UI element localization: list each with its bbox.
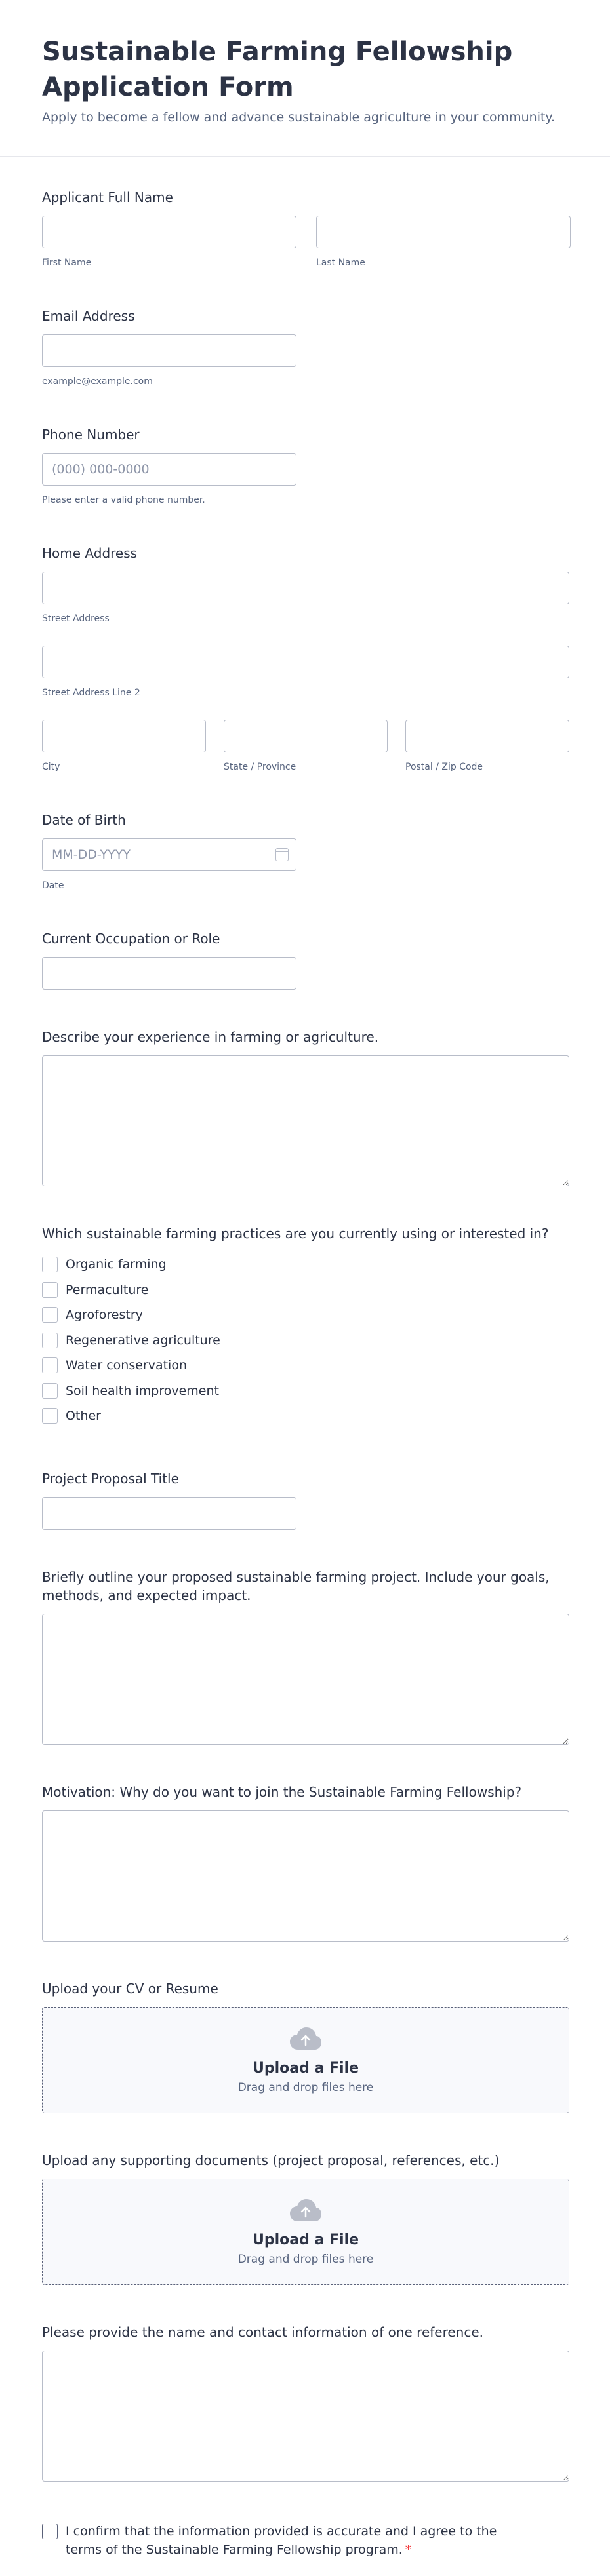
cv-upload-title: Upload a File xyxy=(252,2059,359,2077)
email-sublabel: example@example.com xyxy=(42,376,153,387)
form-content xyxy=(0,157,610,2559)
docs-upload-dropzone[interactable] xyxy=(42,2179,569,2285)
checkbox[interactable] xyxy=(42,1307,58,1323)
reference-field xyxy=(42,2323,568,2482)
proposal-outline-label: Briefly outline your proposed sustainable farming project. Include your goals, methods, and expected impact. xyxy=(42,1569,550,1603)
first-name-sublabel: First Name xyxy=(42,258,92,268)
cloud-upload-icon xyxy=(289,2198,323,2224)
phone-field xyxy=(42,425,568,506)
first-name-input[interactable] xyxy=(42,216,296,248)
practice-option-regenerative[interactable] xyxy=(42,1328,568,1354)
full-name-label: Applicant Full Name xyxy=(42,189,173,205)
practice-option-agroforestry[interactable] xyxy=(42,1302,568,1328)
cv-upload-field xyxy=(42,1980,568,2113)
email-label: Email Address xyxy=(42,308,135,324)
docs-upload-title: Upload a File xyxy=(252,2231,359,2248)
checkbox-label: Other xyxy=(66,1409,101,1424)
motivation-textarea[interactable] xyxy=(42,1810,569,1942)
zip-input[interactable] xyxy=(405,720,569,752)
calendar-icon[interactable] xyxy=(275,848,289,861)
zip-sublabel: Postal / Zip Code xyxy=(405,762,483,772)
phone-label: Phone Number xyxy=(42,427,140,442)
dob-input[interactable] xyxy=(42,838,296,871)
street-address-input[interactable] xyxy=(42,572,569,604)
proposal-title-input[interactable] xyxy=(42,1497,296,1530)
checkbox-label: Soil health improvement xyxy=(66,1383,219,1398)
state-input[interactable] xyxy=(224,720,388,752)
reference-textarea[interactable] xyxy=(42,2351,569,2482)
checkbox[interactable] xyxy=(42,1408,58,1424)
form-header xyxy=(0,0,610,157)
docs-upload-field xyxy=(42,2151,568,2285)
dob-sublabel: Date xyxy=(42,880,64,891)
proposal-outline-textarea[interactable] xyxy=(42,1614,569,1745)
experience-textarea[interactable] xyxy=(42,1055,569,1186)
cv-upload-dropzone[interactable] xyxy=(42,2007,569,2113)
occupation-input[interactable] xyxy=(42,957,296,990)
dob-field xyxy=(42,811,568,891)
motivation-field xyxy=(42,1783,568,1942)
practices-field xyxy=(42,1224,568,1429)
consent-checkbox[interactable] xyxy=(42,2524,58,2539)
checkbox-label: Permaculture xyxy=(66,1282,149,1297)
occupation-field xyxy=(42,929,568,990)
checkbox-label: Water conservation xyxy=(66,1358,187,1373)
address-label: Home Address xyxy=(42,545,138,561)
street-address-line2-sublabel: Street Address Line 2 xyxy=(42,688,140,698)
consent-field[interactable] xyxy=(42,2522,568,2559)
experience-field xyxy=(42,1028,568,1186)
practice-option-permaculture[interactable] xyxy=(42,1278,568,1303)
checkbox-label: Regenerative agriculture xyxy=(66,1333,220,1348)
state-sublabel: State / Province xyxy=(224,762,296,772)
practice-option-water[interactable] xyxy=(42,1353,568,1378)
form-title: Sustainable Farming Fellowship Application Form xyxy=(42,37,513,102)
consent-label: I confirm that the information provided is accurate and I agree to the terms of the Sustainable Farming Fellowship program. xyxy=(66,2524,497,2557)
motivation-label: Motivation: Why do you want to join the Sustainable Farming Fellowship? xyxy=(42,1784,522,1800)
checkbox-label: Agroforestry xyxy=(66,1308,143,1323)
consent-text-wrapper xyxy=(66,2522,525,2559)
proposal-title-field xyxy=(42,1470,568,1530)
practice-option-soil[interactable] xyxy=(42,1378,568,1404)
required-asterisk: * xyxy=(405,2542,412,2557)
city-sublabel: City xyxy=(42,762,60,772)
docs-upload-subtitle: Drag and drop files here xyxy=(237,2252,374,2266)
checkbox[interactable] xyxy=(42,1383,58,1399)
experience-label: Describe your experience in farming or agriculture. xyxy=(42,1029,379,1045)
checkbox-label: Organic farming xyxy=(66,1257,167,1272)
phone-input[interactable] xyxy=(42,453,296,486)
proposal-title-label: Project Proposal Title xyxy=(42,1470,179,1487)
street-address-line2-input[interactable] xyxy=(42,646,569,678)
reference-label: Please provide the name and contact information of one reference. xyxy=(42,2324,484,2340)
checkbox[interactable] xyxy=(42,1333,58,1348)
cv-upload-subtitle: Drag and drop files here xyxy=(237,2080,374,2094)
checkbox[interactable] xyxy=(42,1357,58,1373)
address-field xyxy=(42,544,568,773)
phone-sublabel: Please enter a valid phone number. xyxy=(42,495,205,505)
street-address-sublabel: Street Address xyxy=(42,614,110,624)
email-input[interactable] xyxy=(42,334,296,367)
last-name-sublabel: Last Name xyxy=(316,258,365,268)
dob-label: Date of Birth xyxy=(42,812,126,828)
cv-upload-label: Upload your CV or Resume xyxy=(42,1980,218,1997)
full-name-field xyxy=(42,188,568,269)
email-field xyxy=(42,307,568,387)
checkbox[interactable] xyxy=(42,1282,58,1298)
proposal-outline-field xyxy=(42,1568,568,1745)
docs-upload-label: Upload any supporting documents (project proposal, references, etc.) xyxy=(42,2152,500,2168)
cloud-upload-icon xyxy=(289,2026,323,2052)
city-input[interactable] xyxy=(42,720,206,752)
practices-checkbox-list xyxy=(42,1252,568,1429)
checkbox[interactable] xyxy=(42,1257,58,1272)
practices-label: Which sustainable farming practices are you currently using or interested in? xyxy=(42,1226,549,1241)
last-name-input[interactable] xyxy=(316,216,571,248)
practice-option-other[interactable] xyxy=(42,1403,568,1429)
occupation-label: Current Occupation or Role xyxy=(42,931,220,946)
form-subtitle: Apply to become a fellow and advance sustainable agriculture in your community. xyxy=(42,110,556,125)
practice-option-organic[interactable] xyxy=(42,1252,568,1278)
